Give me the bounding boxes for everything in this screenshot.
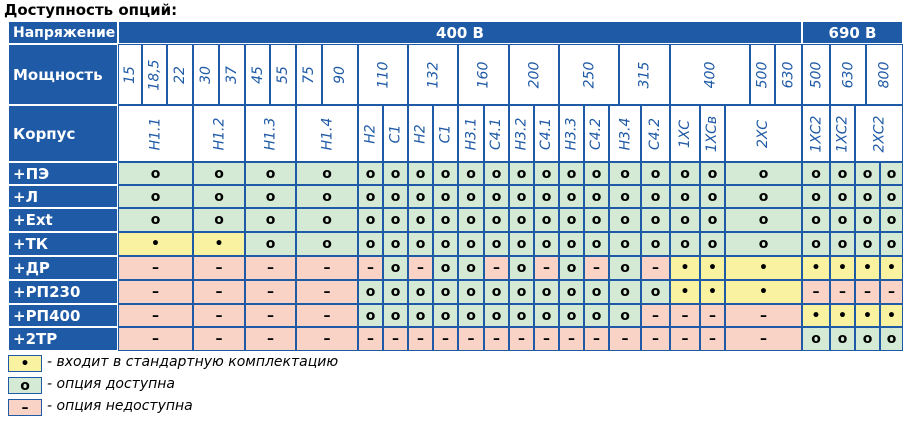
option-cell: o bbox=[408, 232, 433, 256]
option-cell: o bbox=[700, 232, 725, 256]
option-cell: o bbox=[118, 162, 193, 185]
option-cell: o bbox=[641, 280, 670, 304]
frame-value bbox=[358, 105, 383, 162]
power-value bbox=[270, 44, 296, 105]
power-value bbox=[245, 44, 270, 105]
option-cell: o bbox=[880, 185, 903, 208]
option-cell: o bbox=[830, 232, 855, 256]
option-cell: • bbox=[802, 256, 830, 280]
frame-value bbox=[725, 105, 802, 162]
option-cell: o bbox=[509, 280, 534, 304]
option-cell: o bbox=[559, 256, 584, 280]
option-cell: • bbox=[193, 232, 245, 256]
power-value-label: 132 bbox=[424, 61, 441, 88]
option-cell: – bbox=[193, 304, 245, 327]
option-cell: – bbox=[296, 280, 358, 304]
option-cell: o bbox=[358, 280, 383, 304]
option-cell: • bbox=[670, 280, 700, 304]
page-title: Доступность опций: bbox=[4, 1, 178, 19]
option-cell: – bbox=[458, 327, 484, 351]
option-cell: o bbox=[609, 232, 641, 256]
option-cell: o bbox=[609, 256, 641, 280]
option-cell: o bbox=[296, 162, 358, 185]
option-cell: o bbox=[296, 208, 358, 232]
option-cell: o bbox=[383, 232, 408, 256]
option-cell: • bbox=[855, 304, 880, 327]
option-cell: o bbox=[855, 162, 880, 185]
option-cell: o bbox=[830, 162, 855, 185]
option-cell: o bbox=[534, 280, 559, 304]
frame-value-label: 1XC2 bbox=[808, 115, 824, 152]
power-value-label: 90 bbox=[331, 65, 348, 84]
option-cell: o bbox=[433, 304, 458, 327]
power-value-label: 30 bbox=[197, 65, 214, 84]
power-value-label: 630 bbox=[839, 61, 856, 88]
option-cell: o bbox=[458, 256, 484, 280]
option-cell: o bbox=[534, 185, 559, 208]
option-cell: o bbox=[880, 327, 903, 351]
option-cell: o bbox=[534, 232, 559, 256]
legend-swatch: • bbox=[8, 355, 42, 372]
frame-value bbox=[408, 105, 433, 162]
option-cell: o bbox=[193, 162, 245, 185]
option-cell: o bbox=[383, 162, 408, 185]
power-value bbox=[408, 44, 458, 105]
option-cell: o bbox=[484, 185, 509, 208]
option-cell: o bbox=[802, 162, 830, 185]
frame-value bbox=[296, 105, 358, 162]
power-value-label: 800 bbox=[876, 61, 893, 88]
option-cell: • bbox=[700, 256, 725, 280]
option-cell: – bbox=[584, 327, 609, 351]
option-cell: o bbox=[609, 304, 641, 327]
option-cell: o bbox=[433, 208, 458, 232]
frame-value-label: 1XC2 bbox=[834, 115, 851, 152]
option-cell: o bbox=[559, 280, 584, 304]
legend-text: - опция недоступна bbox=[47, 398, 193, 414]
option-cell: o bbox=[584, 304, 609, 327]
option-cell: o bbox=[433, 232, 458, 256]
power-value-label: 315 bbox=[636, 61, 653, 88]
power-value-label: 160 bbox=[475, 61, 492, 88]
option-label: +Л bbox=[8, 185, 118, 208]
power-value bbox=[322, 44, 358, 105]
power-value-label: 500 bbox=[808, 61, 825, 88]
option-cell: o bbox=[245, 232, 296, 256]
option-cell: – bbox=[641, 304, 670, 327]
option-cell: o bbox=[641, 208, 670, 232]
frame-value-label: C4.1 bbox=[488, 117, 505, 150]
option-cell: – bbox=[118, 280, 193, 304]
legend-text: - входит в стандартную комплектацию bbox=[47, 354, 339, 370]
option-cell: o bbox=[641, 232, 670, 256]
option-label: +ПЭ bbox=[8, 162, 118, 185]
option-cell: o bbox=[700, 162, 725, 185]
legend-swatch: o bbox=[8, 377, 42, 394]
option-cell: – bbox=[855, 280, 880, 304]
option-cell: o bbox=[534, 208, 559, 232]
option-cell: – bbox=[641, 256, 670, 280]
option-cell: o bbox=[855, 208, 880, 232]
frame-value-label: H2 bbox=[412, 123, 429, 144]
option-cell: o bbox=[193, 185, 245, 208]
option-cell: o bbox=[358, 232, 383, 256]
option-cell: – bbox=[296, 304, 358, 327]
frame-value-label: C1 bbox=[437, 124, 454, 143]
option-cell: o bbox=[559, 185, 584, 208]
option-cell: o bbox=[358, 304, 383, 327]
option-cell: o bbox=[802, 232, 830, 256]
power-value bbox=[118, 44, 142, 105]
option-cell: o bbox=[408, 185, 433, 208]
option-cell: – bbox=[296, 256, 358, 280]
power-value bbox=[830, 44, 866, 105]
frame-value bbox=[830, 105, 855, 162]
option-cell: o bbox=[725, 185, 802, 208]
option-cell: o bbox=[408, 304, 433, 327]
power-value bbox=[802, 44, 830, 105]
option-cell: • bbox=[855, 256, 880, 280]
option-cell: o bbox=[670, 185, 700, 208]
option-label: +ДР bbox=[8, 256, 118, 280]
power-value-label: 45 bbox=[249, 65, 266, 84]
option-cell: – bbox=[802, 280, 830, 304]
option-cell: – bbox=[245, 280, 296, 304]
option-cell: – bbox=[641, 327, 670, 351]
option-label: +Ext bbox=[8, 208, 118, 232]
option-cell: o bbox=[880, 162, 903, 185]
power-value bbox=[775, 44, 802, 105]
option-cell: o bbox=[855, 185, 880, 208]
frame-value bbox=[584, 105, 609, 162]
option-cell: – bbox=[408, 256, 433, 280]
option-cell: o bbox=[559, 232, 584, 256]
option-cell: – bbox=[433, 327, 458, 351]
option-cell: o bbox=[383, 304, 408, 327]
frame-value-label: C4.2 bbox=[647, 117, 664, 150]
option-cell: – bbox=[670, 304, 700, 327]
option-cell: – bbox=[830, 280, 855, 304]
power-value-label: 18,5 bbox=[146, 58, 163, 91]
frame-value-label: C4.2 bbox=[588, 117, 605, 150]
power-value bbox=[193, 44, 219, 105]
frame-value bbox=[458, 105, 484, 162]
option-cell: o bbox=[855, 232, 880, 256]
option-cell: o bbox=[725, 232, 802, 256]
frame-value bbox=[670, 105, 700, 162]
option-cell: – bbox=[670, 327, 700, 351]
frame-value-label: 2XC2 bbox=[871, 115, 887, 152]
option-cell: o bbox=[700, 185, 725, 208]
option-cell: o bbox=[408, 280, 433, 304]
option-cell: o bbox=[383, 256, 408, 280]
option-cell: – bbox=[193, 256, 245, 280]
option-cell: o bbox=[559, 208, 584, 232]
voltage-400: 400 В bbox=[118, 21, 802, 44]
power-value-label: 630 bbox=[780, 61, 797, 88]
option-cell: – bbox=[534, 256, 559, 280]
frame-value bbox=[641, 105, 670, 162]
option-cell: o bbox=[802, 185, 830, 208]
power-value bbox=[670, 44, 750, 105]
option-cell: – bbox=[118, 304, 193, 327]
option-cell: o bbox=[855, 327, 880, 351]
frame-value-label: 2XC bbox=[755, 119, 772, 148]
option-cell: o bbox=[670, 208, 700, 232]
option-cell: • bbox=[700, 280, 725, 304]
frame-value-label: H1.4 bbox=[318, 117, 335, 150]
option-cell: o bbox=[534, 162, 559, 185]
option-cell: • bbox=[830, 256, 855, 280]
frame-value-label: H1.2 bbox=[210, 117, 227, 150]
frame-value-label: C4.1 bbox=[538, 117, 555, 150]
option-cell: o bbox=[245, 208, 296, 232]
option-cell: o bbox=[484, 304, 509, 327]
frame-value bbox=[433, 105, 458, 162]
frame-value bbox=[509, 105, 534, 162]
option-cell: o bbox=[802, 208, 830, 232]
option-cell: o bbox=[670, 232, 700, 256]
option-cell: o bbox=[458, 162, 484, 185]
option-cell: – bbox=[509, 327, 534, 351]
option-cell: o bbox=[118, 208, 193, 232]
option-cell: • bbox=[670, 256, 700, 280]
power-value-label: 110 bbox=[374, 61, 391, 88]
option-cell: o bbox=[609, 185, 641, 208]
option-cell: o bbox=[408, 162, 433, 185]
option-cell: o bbox=[296, 185, 358, 208]
option-cell: o bbox=[584, 185, 609, 208]
option-cell: o bbox=[433, 162, 458, 185]
option-cell: o bbox=[245, 162, 296, 185]
option-cell: o bbox=[458, 185, 484, 208]
power-value bbox=[167, 44, 193, 105]
option-cell: o bbox=[830, 208, 855, 232]
option-cell: • bbox=[880, 304, 903, 327]
voltage-690: 690 В bbox=[802, 21, 903, 44]
option-cell: o bbox=[670, 162, 700, 185]
power-label: Мощность bbox=[8, 44, 118, 105]
option-cell: – bbox=[559, 327, 584, 351]
option-cell: • bbox=[725, 280, 802, 304]
frame-value bbox=[118, 105, 193, 162]
option-cell: o bbox=[700, 208, 725, 232]
option-cell: o bbox=[584, 232, 609, 256]
option-cell: o bbox=[584, 280, 609, 304]
option-cell: o bbox=[433, 280, 458, 304]
option-label: +ТК bbox=[8, 232, 118, 256]
option-cell: o bbox=[509, 256, 534, 280]
option-cell: o bbox=[509, 304, 534, 327]
option-cell: o bbox=[484, 280, 509, 304]
frame-value bbox=[245, 105, 296, 162]
option-cell: – bbox=[193, 280, 245, 304]
power-value bbox=[142, 44, 167, 105]
option-cell: o bbox=[118, 185, 193, 208]
option-cell: o bbox=[484, 208, 509, 232]
option-cell: o bbox=[433, 185, 458, 208]
frame-value bbox=[193, 105, 245, 162]
option-cell: o bbox=[559, 162, 584, 185]
option-label: +2ТР bbox=[8, 327, 118, 351]
option-cell: o bbox=[458, 280, 484, 304]
option-cell: o bbox=[408, 208, 433, 232]
frame-value-label: 1XCв bbox=[704, 115, 721, 152]
frame-value-label: H3.1 bbox=[463, 117, 480, 150]
frame-value bbox=[534, 105, 559, 162]
frame-value bbox=[855, 105, 903, 162]
option-cell: o bbox=[383, 280, 408, 304]
frame-label: Корпус bbox=[8, 105, 118, 162]
option-cell: – bbox=[700, 327, 725, 351]
option-cell: • bbox=[118, 232, 193, 256]
option-cell: • bbox=[830, 304, 855, 327]
option-cell: o bbox=[193, 208, 245, 232]
power-value-label: 55 bbox=[274, 65, 291, 84]
option-cell: – bbox=[383, 327, 408, 351]
legend-text: - опция доступна bbox=[47, 376, 175, 392]
power-value-label: 37 bbox=[223, 65, 240, 84]
option-cell: – bbox=[484, 256, 509, 280]
option-cell: – bbox=[725, 304, 802, 327]
frame-value-label: H3.2 bbox=[513, 117, 530, 150]
option-cell: – bbox=[408, 327, 433, 351]
option-cell: – bbox=[725, 327, 802, 351]
option-cell: o bbox=[509, 208, 534, 232]
option-cell: o bbox=[641, 162, 670, 185]
option-cell: – bbox=[245, 256, 296, 280]
power-value bbox=[458, 44, 509, 105]
option-label: +РП230 bbox=[8, 280, 118, 304]
option-cell: o bbox=[725, 162, 802, 185]
power-value-label: 22 bbox=[171, 65, 188, 84]
option-cell: o bbox=[830, 327, 855, 351]
option-cell: o bbox=[509, 232, 534, 256]
option-cell: – bbox=[245, 304, 296, 327]
option-cell: o bbox=[358, 185, 383, 208]
option-cell: • bbox=[880, 256, 903, 280]
option-cell: o bbox=[509, 162, 534, 185]
option-cell: o bbox=[245, 185, 296, 208]
option-cell: o bbox=[830, 185, 855, 208]
power-value-label: 400 bbox=[701, 61, 718, 88]
frame-value bbox=[559, 105, 584, 162]
option-cell: o bbox=[358, 162, 383, 185]
option-cell: • bbox=[725, 256, 802, 280]
option-cell: o bbox=[880, 232, 903, 256]
option-cell: – bbox=[609, 327, 641, 351]
option-cell: – bbox=[358, 327, 383, 351]
power-value-label: 500 bbox=[754, 61, 771, 88]
option-cell: – bbox=[584, 256, 609, 280]
frame-value-label: H1.1 bbox=[147, 117, 164, 150]
power-value bbox=[750, 44, 775, 105]
option-cell: o bbox=[509, 185, 534, 208]
option-cell: – bbox=[118, 327, 193, 351]
power-value-label: 15 bbox=[121, 65, 138, 84]
voltage-label: Напряжение bbox=[8, 21, 118, 44]
frame-value bbox=[802, 105, 830, 162]
option-cell: o bbox=[609, 280, 641, 304]
frame-value bbox=[609, 105, 641, 162]
frame-value-label: C1 bbox=[387, 124, 404, 143]
option-cell: o bbox=[641, 185, 670, 208]
option-cell: • bbox=[802, 304, 830, 327]
frame-value-label: H3.4 bbox=[617, 117, 634, 150]
power-value bbox=[296, 44, 322, 105]
frame-value-label: H3.3 bbox=[563, 117, 580, 150]
option-cell: o bbox=[534, 304, 559, 327]
option-cell: o bbox=[458, 232, 484, 256]
option-cell: – bbox=[880, 280, 903, 304]
power-value-label: 75 bbox=[300, 65, 317, 84]
option-cell: o bbox=[484, 162, 509, 185]
option-cell: o bbox=[433, 256, 458, 280]
option-cell: o bbox=[296, 232, 358, 256]
power-value bbox=[219, 44, 245, 105]
frame-value-label: H2 bbox=[362, 123, 379, 144]
option-cell: o bbox=[584, 208, 609, 232]
option-cell: o bbox=[802, 327, 830, 351]
option-cell: – bbox=[700, 304, 725, 327]
frame-value-label: H1.3 bbox=[262, 117, 279, 150]
option-cell: o bbox=[383, 185, 408, 208]
option-cell: – bbox=[296, 327, 358, 351]
option-cell: o bbox=[458, 304, 484, 327]
option-cell: o bbox=[609, 162, 641, 185]
option-cell: o bbox=[725, 208, 802, 232]
option-cell: o bbox=[584, 162, 609, 185]
option-cell: – bbox=[358, 256, 383, 280]
power-value bbox=[619, 44, 670, 105]
option-cell: o bbox=[559, 304, 584, 327]
option-cell: – bbox=[534, 327, 559, 351]
frame-value bbox=[484, 105, 509, 162]
option-label: +РП400 bbox=[8, 304, 118, 327]
power-value-label: 200 bbox=[525, 61, 542, 88]
option-cell: o bbox=[358, 208, 383, 232]
power-value bbox=[559, 44, 619, 105]
power-value bbox=[358, 44, 408, 105]
frame-value-label: 1XC bbox=[677, 119, 693, 148]
legend-swatch: – bbox=[8, 399, 42, 416]
power-value-label: 250 bbox=[580, 61, 597, 88]
power-value bbox=[866, 44, 903, 105]
option-cell: – bbox=[245, 327, 296, 351]
frame-value bbox=[383, 105, 408, 162]
option-cell: – bbox=[484, 327, 509, 351]
option-cell: o bbox=[880, 208, 903, 232]
option-cell: – bbox=[118, 256, 193, 280]
option-cell: o bbox=[383, 208, 408, 232]
power-value bbox=[509, 44, 559, 105]
option-cell: o bbox=[609, 208, 641, 232]
option-cell: o bbox=[458, 208, 484, 232]
option-cell: – bbox=[193, 327, 245, 351]
frame-value bbox=[700, 105, 725, 162]
option-cell: o bbox=[484, 232, 509, 256]
